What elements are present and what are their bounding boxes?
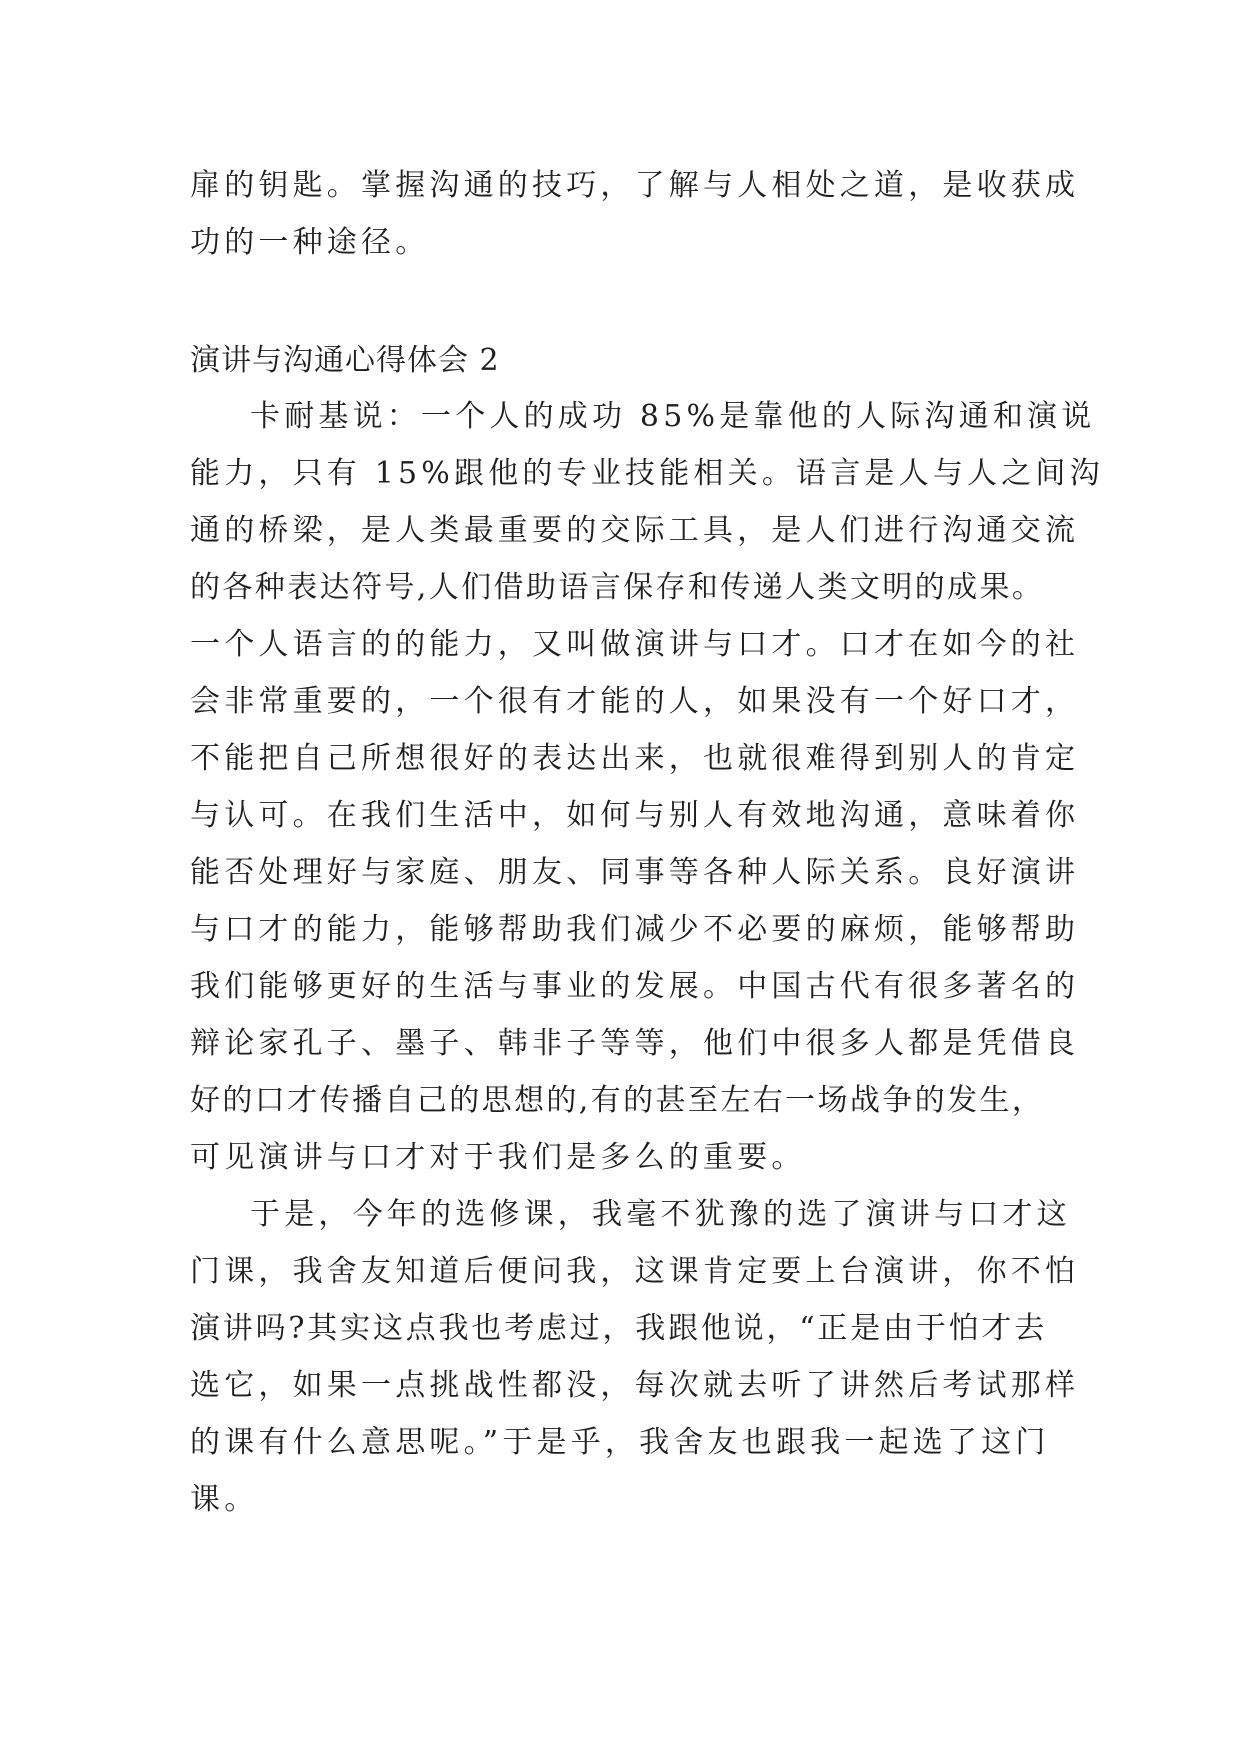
paragraph-line: 我们能够更好的生活与事业的发展。中国古代有很多著名的 bbox=[190, 969, 1080, 1004]
paragraph-line: 选它，如果一点挑战性都没，每次就去听了讲然后考试那样 bbox=[190, 1368, 1080, 1403]
paragraph-line: 能力，只有 15%跟他的专业技能相关。语言是人与人之间沟 bbox=[190, 456, 1104, 491]
paragraph-line: 卡耐基说：一个人的成功 85%是靠他的人际沟通和演说 bbox=[250, 399, 1096, 434]
paragraph-line: 的各种表达符号,人们借助语言保存和传递人类文明的成果。 bbox=[190, 570, 1045, 605]
paragraph-line: 好的口才传播自己的思想的,有的甚至左右一场战争的发生， bbox=[190, 1083, 1045, 1118]
paragraph-line: 的课有什么意思呢。”于是乎，我舍友也跟我一起选了这门 bbox=[190, 1425, 1050, 1460]
intro-line: 功的一种途径。 bbox=[190, 225, 430, 260]
paragraph-line: 辩论家孔子、墨子、韩非子等等，他们中很多人都是凭借良 bbox=[190, 1026, 1080, 1061]
paragraph-line: 演讲吗?其实这点我也考虑过，我跟他说，“正是由于怕才去 bbox=[190, 1311, 1048, 1346]
paragraph-line: 一个人语言的的能力，又叫做演讲与口才。口才在如今的社 bbox=[190, 627, 1080, 662]
paragraph-line: 会非常重要的，一个很有才能的人，如果没有一个好口才， bbox=[190, 684, 1080, 719]
paragraph-line: 与认可。在我们生活中，如何与别人有效地沟通，意味着你 bbox=[190, 798, 1080, 833]
paragraph-line: 可见演讲与口才对于我们是多么的重要。 bbox=[190, 1140, 806, 1175]
intro-line: 扉的钥匙。掌握沟通的技巧，了解与人相处之道，是收获成 bbox=[190, 168, 1080, 203]
section-title: 演讲与沟通心得体会 2 bbox=[190, 343, 500, 378]
paragraph-line: 与口才的能力，能够帮助我们减少不必要的麻烦，能够帮助 bbox=[190, 912, 1080, 947]
paragraph-line: 门课，我舍友知道后便问我，这课肯定要上台演讲，你不怕 bbox=[190, 1254, 1080, 1289]
paragraph-line: 不能把自己所想很好的表达出来，也就很难得到别人的肯定 bbox=[190, 741, 1080, 776]
paragraph-line: 能否处理好与家庭、朋友、同事等各种人际关系。良好演讲 bbox=[190, 855, 1080, 890]
paragraph-line: 于是，今年的选修课，我毫不犹豫的选了演讲与口才这 bbox=[250, 1197, 1071, 1232]
paragraph-line: 通的桥梁，是人类最重要的交际工具，是人们进行沟通交流 bbox=[190, 513, 1080, 548]
paragraph-line: 课。 bbox=[190, 1482, 259, 1517]
